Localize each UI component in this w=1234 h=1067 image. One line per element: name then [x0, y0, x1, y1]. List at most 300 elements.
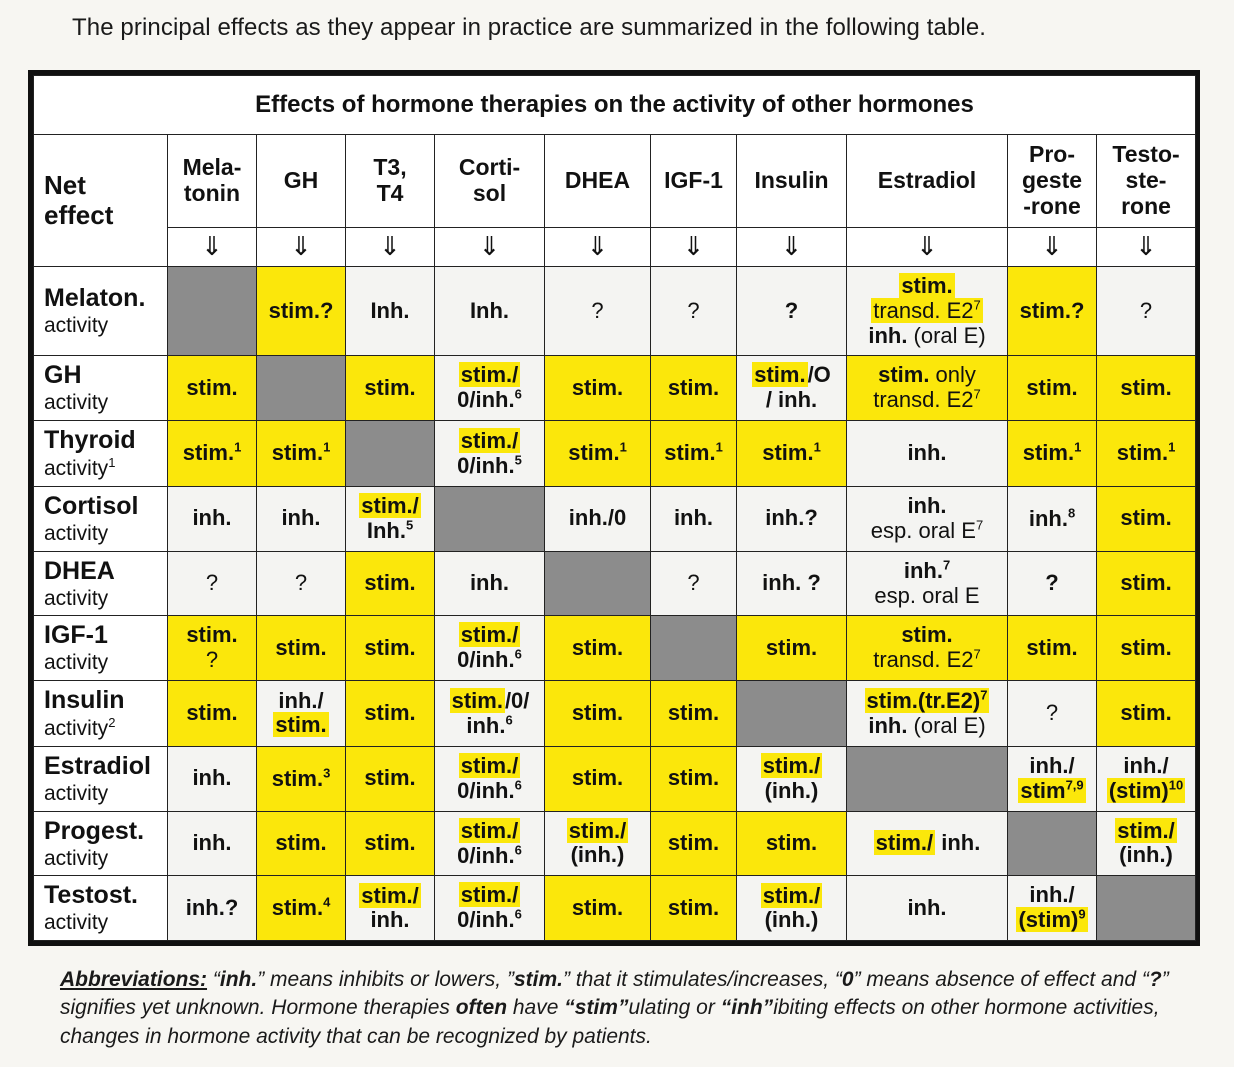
effect-cell: [168, 680, 257, 746]
effect-cell: [847, 551, 1008, 616]
cell-text: [1140, 298, 1152, 323]
cell-text: [914, 323, 986, 348]
cell-value: inh.: [868, 712, 914, 738]
cell-text: [278, 688, 323, 713]
effect-cell: [1097, 420, 1196, 486]
cell-text: [457, 843, 522, 868]
row-header-name: Progest.: [44, 816, 145, 845]
row-header-sub-text: activity: [44, 846, 109, 870]
cell-text: [272, 766, 331, 791]
cell-text: [572, 375, 623, 400]
cell-line: [170, 766, 254, 791]
cell-text: [186, 375, 237, 400]
row-header-name: Insulin: [44, 686, 125, 715]
row-header-sub: [44, 314, 165, 338]
cell-line: [170, 896, 254, 921]
column-header-line: sol: [472, 180, 507, 206]
effect-cell: [737, 486, 847, 551]
cell-line: [849, 689, 1005, 714]
effect-cell: [545, 811, 651, 876]
cell-text: [878, 362, 935, 387]
cell-value: inh.?: [185, 894, 239, 920]
cell-line: [437, 779, 542, 804]
abbreviations-note: [60, 966, 1190, 1051]
row-header-name: Cortisol: [44, 491, 139, 520]
cell-value: stim.: [275, 712, 327, 738]
cell-value: stim.: [275, 634, 327, 660]
cell-line: [653, 766, 734, 791]
cell-value: inh.: [1028, 505, 1068, 531]
row-header: [34, 680, 168, 746]
column-header-line: Mela-: [182, 154, 242, 181]
column-header-line: geste: [1021, 167, 1083, 194]
cell-value: Inh.: [370, 297, 410, 323]
cell-line: [653, 506, 734, 531]
cell-text: [572, 700, 623, 725]
cell-value: inh.: [673, 505, 714, 531]
cell-value: stim.: [667, 700, 720, 726]
cell-text: [457, 453, 522, 478]
cell-value: inh.: [281, 505, 321, 531]
row-header: [34, 876, 168, 941]
cell-text: [761, 883, 822, 908]
cell-text: [359, 493, 420, 518]
effect-cell: [346, 746, 435, 811]
column-header-line: T3,: [373, 154, 407, 181]
cell-line: [348, 908, 432, 933]
footnote-mark: 1: [1168, 439, 1176, 455]
cell-text: [457, 387, 522, 412]
effect-cell: [435, 616, 545, 681]
table-title: Effects of hormone therapies on the activity of other hormones: [34, 76, 1196, 135]
effect-cell: [168, 746, 257, 811]
row-header: [34, 267, 168, 356]
footnote-mark: 1: [234, 439, 242, 455]
hormone-effects-table: [33, 75, 1196, 941]
cell-text: [275, 635, 326, 660]
cell-text: [907, 493, 946, 518]
effect-cell: [737, 267, 847, 356]
cell-value: stim./: [875, 830, 934, 856]
cell-text: [1120, 570, 1171, 595]
column-header: [346, 135, 435, 228]
cell-text: [364, 765, 415, 790]
cell-value: /0/: [504, 687, 530, 713]
column-header-line: Insulin: [754, 167, 829, 194]
column-header-line: GH: [283, 167, 319, 194]
cell-value: stim.: [878, 362, 936, 388]
footnote-mark: 6: [514, 842, 522, 858]
effect-cell: [435, 267, 545, 356]
cell-text: [273, 712, 328, 737]
cell-value: stim./: [460, 622, 519, 648]
effect-cell: [346, 811, 435, 876]
cell-text: [1119, 842, 1173, 867]
footnote-mark: 4: [323, 894, 331, 910]
cell-text: [457, 778, 522, 803]
cell-text: [459, 362, 520, 387]
cell-text: [1120, 505, 1171, 530]
cell-text: [1117, 440, 1176, 465]
effect-cell: [1008, 486, 1097, 551]
effect-cell: [1097, 616, 1196, 681]
effect-cell: [651, 876, 737, 941]
cell-value: ?: [591, 297, 604, 323]
cell-text: [364, 830, 415, 855]
cell-line: [170, 571, 254, 596]
net-label-line-1: Net: [44, 170, 86, 201]
cell-text: [766, 635, 817, 660]
cell-line: [437, 689, 542, 714]
cell-line: [849, 623, 1005, 648]
column-header: [737, 135, 847, 228]
cell-value: 0/inh.: [457, 907, 515, 933]
effect-cell: [1097, 811, 1196, 876]
cell-line: [849, 559, 1005, 584]
effect-cell: [737, 551, 847, 616]
cell-line: [547, 766, 648, 791]
cell-value: ?: [784, 297, 799, 323]
cell-value: stim.: [1026, 374, 1078, 400]
effect-cell: [737, 420, 847, 486]
cell-value: stim.: [1022, 440, 1075, 466]
cell-text: [295, 570, 307, 595]
effect-cell: [847, 680, 1008, 746]
footnote-mark: 2: [108, 715, 116, 731]
cell-text: [466, 713, 512, 738]
cell-text: [873, 647, 981, 672]
cell-line: [348, 299, 432, 324]
cell-value: stim.: [182, 440, 235, 466]
cell-line: [437, 623, 542, 648]
cell-text: [192, 505, 231, 530]
cell-line: [739, 388, 844, 413]
abbreviation-segment: “stim”: [564, 996, 629, 1020]
row-header-sub: [44, 587, 165, 611]
cell-text: [936, 362, 976, 387]
cell-text: [1029, 506, 1075, 531]
cell-value: ?: [687, 570, 700, 596]
table-row: [34, 680, 1196, 746]
row-header-sub: [44, 847, 165, 871]
cell-value: stim./: [762, 882, 821, 908]
cell-line: [348, 766, 432, 791]
effect-cell: [545, 616, 651, 681]
footnote-mark: 7,9: [1065, 777, 1084, 793]
cell-value: stim.: [364, 374, 416, 400]
cell-value: stim.: [765, 634, 818, 660]
cell-line: [437, 388, 542, 413]
row-header: [34, 551, 168, 616]
cell-text: [206, 647, 218, 672]
row-header: [34, 616, 168, 681]
cell-value: inh.?: [765, 505, 818, 531]
cell-line: [437, 713, 542, 738]
row-header-sub: [44, 391, 165, 415]
cell-text: [359, 883, 420, 908]
down-arrow-icon: ⇓: [737, 228, 847, 267]
diagonal-empty-cell: [651, 616, 737, 681]
column-header-line: Corti-: [458, 154, 521, 181]
abbreviation-segment: ” means absence of effect and “: [853, 968, 1149, 991]
cell-text: [269, 298, 334, 323]
cell-line: [653, 896, 734, 921]
effect-cell: [257, 420, 346, 486]
cell-line: [739, 779, 844, 804]
cell-value: stim.: [571, 634, 624, 660]
effect-cell: [847, 267, 1008, 356]
cell-line: [1010, 883, 1094, 908]
row-header: [34, 746, 168, 811]
cell-line: [348, 494, 432, 519]
cell-text: [865, 688, 990, 713]
row-header-sub-text: activity: [44, 717, 109, 741]
cell-line: [170, 648, 254, 673]
cell-line: [849, 324, 1005, 349]
row-header-sub-text: activity: [44, 391, 109, 415]
row-header-sub-text: activity: [44, 521, 109, 545]
column-header: [847, 135, 1008, 228]
intro-text: The principal effects as they appear in practice are summarized in the following table.: [72, 14, 987, 41]
cell-text: [664, 440, 723, 465]
cell-value: inh. ?: [762, 570, 821, 596]
diagonal-empty-cell: [545, 551, 651, 616]
cell-line: [547, 506, 648, 531]
effect-cell: [1097, 746, 1196, 811]
abbreviation-segment: often: [455, 996, 508, 1020]
column-header-line: IGF-1: [664, 167, 723, 194]
column-header: [168, 135, 257, 228]
row-header-sub-text: activity: [44, 651, 109, 675]
footnote-mark: 1: [108, 455, 116, 471]
cell-text: [901, 622, 952, 647]
cell-value: stim.: [667, 830, 720, 856]
cell-value: stim.: [186, 700, 238, 726]
footnote-mark: 9: [1078, 906, 1086, 922]
cell-value: stim.: [364, 765, 416, 791]
cell-text: [367, 518, 413, 543]
cell-line: [849, 519, 1005, 544]
abbreviation-segment: “: [207, 968, 220, 991]
cell-value: ?: [205, 570, 219, 596]
cell-line: [547, 701, 648, 726]
cell-text: [459, 622, 520, 647]
effect-cell: [346, 876, 435, 941]
cell-text: [1018, 778, 1085, 803]
cell-text: [871, 298, 983, 323]
cell-text: [470, 570, 509, 595]
cell-line: [437, 299, 542, 324]
effect-cell: [168, 356, 257, 421]
row-header-sub: [44, 522, 165, 546]
cell-line: [849, 714, 1005, 739]
cell-text: [1046, 700, 1058, 725]
abbreviation-segment: ” means inhibits or lowers, ”: [257, 968, 514, 991]
cell-line: [259, 571, 343, 596]
column-header-line: -rone: [1023, 192, 1081, 219]
cell-line: [1099, 506, 1193, 531]
column-header-line: Estradiol: [877, 167, 977, 194]
cell-text: [192, 765, 231, 790]
cell-line: [1010, 441, 1094, 466]
cell-line: [437, 843, 542, 868]
cell-line: [849, 494, 1005, 519]
cell-text: [457, 907, 522, 932]
cell-value: esp. oral E: [874, 582, 980, 608]
cell-line: [170, 701, 254, 726]
effect-cell: [257, 267, 346, 356]
cell-text: [459, 818, 520, 843]
cell-text: [459, 882, 520, 907]
cell-value: only: [935, 362, 976, 388]
footnote-mark: 1: [619, 439, 627, 455]
footnote-mark: 6: [514, 386, 522, 402]
cell-value: inh.: [907, 894, 947, 920]
cell-line: [170, 623, 254, 648]
cell-text: [808, 362, 831, 387]
cell-text: [1026, 635, 1077, 660]
effect-cell: [346, 616, 435, 681]
cell-line: [1010, 908, 1094, 933]
effect-cell: [651, 811, 737, 876]
footnote-mark: 6: [514, 646, 522, 662]
cell-line: [259, 831, 343, 856]
cell-text: [272, 895, 331, 920]
cell-value: stim.: [451, 687, 503, 713]
row-header-sub: [44, 782, 165, 806]
cell-line: [1010, 506, 1094, 531]
cell-text: [668, 895, 719, 920]
cell-value: transd. E2: [873, 387, 974, 413]
cell-value: (inh.): [570, 842, 625, 868]
effect-cell: [545, 746, 651, 811]
cell-value: (inh.): [764, 777, 819, 803]
effect-cell: [435, 680, 545, 746]
cell-text: [1023, 440, 1082, 465]
cell-value: (stim): [1108, 777, 1169, 803]
cell-value: stim.: [762, 440, 814, 466]
effect-cell: [737, 746, 847, 811]
column-header-line: rone: [1121, 192, 1171, 219]
cell-text: [272, 440, 331, 465]
cell-line: [739, 299, 844, 324]
cell-value: stim.: [364, 634, 416, 660]
cell-value: 0/inh.: [457, 777, 515, 803]
cell-text: [568, 440, 627, 465]
cell-value: esp. oral E: [870, 517, 976, 543]
column-header-line: Pro-: [1029, 141, 1075, 168]
cell-value: stim.: [571, 374, 624, 400]
cell-value: inh./: [1029, 882, 1075, 908]
cell-value: stim.(tr.E2): [866, 687, 981, 713]
effect-cell: [847, 420, 1008, 486]
cell-line: [849, 274, 1005, 299]
cell-text: [186, 895, 239, 920]
effect-cell: [1008, 746, 1097, 811]
cell-value: stim.: [664, 440, 716, 466]
row-header: [34, 486, 168, 551]
table-row: [34, 876, 1196, 941]
effect-cell: [1008, 420, 1097, 486]
cell-line: [1099, 754, 1193, 779]
cell-text: [1120, 700, 1171, 725]
footnote-mark: 7: [973, 386, 981, 402]
cell-text: [1045, 570, 1058, 595]
cell-text: [668, 700, 719, 725]
column-header: [1008, 135, 1097, 228]
cell-value: stim.: [1120, 374, 1172, 400]
cell-text: [899, 273, 954, 298]
cell-line: [547, 819, 648, 844]
cell-text: [871, 518, 983, 543]
cell-line: [170, 441, 254, 466]
cell-text: [765, 505, 818, 530]
effect-cell: [346, 356, 435, 421]
cell-value: /O: [807, 362, 831, 388]
row-header-sub-text: activity: [44, 457, 109, 481]
cell-line: [547, 896, 648, 921]
cell-line: [1099, 376, 1193, 401]
cell-line: [739, 831, 844, 856]
cell-text: [935, 830, 980, 855]
cell-value: stim./: [460, 752, 519, 778]
table-row: [34, 420, 1196, 486]
effect-cell: [737, 616, 847, 681]
cell-value: inh.: [469, 570, 510, 596]
effect-cell: [545, 680, 651, 746]
cell-text: [1026, 375, 1077, 400]
footnote-mark: 6: [505, 712, 513, 728]
cell-line: [259, 441, 343, 466]
effect-cell: [1008, 551, 1097, 616]
cell-value: stim.: [364, 700, 416, 726]
effect-cell: [346, 551, 435, 616]
column-header: [651, 135, 737, 228]
table-row: [34, 267, 1196, 356]
cell-text: [1120, 375, 1171, 400]
diagonal-empty-cell: [346, 420, 435, 486]
row-header-sub-text: activity: [44, 586, 109, 610]
effect-cell: [737, 876, 847, 941]
cell-line: [437, 754, 542, 779]
cell-line: [739, 908, 844, 933]
cell-line: [437, 819, 542, 844]
cell-text: [192, 830, 231, 855]
cell-value: stim.: [186, 374, 238, 400]
cell-value: stim.: [765, 830, 818, 856]
cell-value: stim.: [271, 440, 324, 466]
row-header-name: Melaton.: [44, 284, 146, 313]
cell-line: [348, 376, 432, 401]
cell-value: Inh.: [366, 517, 406, 543]
down-arrow-icon: ⇓: [1097, 228, 1196, 267]
cell-value: stim./: [460, 817, 519, 843]
cell-line: [547, 636, 648, 661]
cell-value: ?: [294, 570, 308, 596]
cell-value: inh.: [868, 322, 914, 348]
abbreviation-segment: ibiting effects on other hormone activities, changes in hormone activity that can be recognized by patients.: [60, 996, 1160, 1048]
table-row: [34, 746, 1196, 811]
column-header: [257, 135, 346, 228]
footnote-mark: 1: [323, 439, 331, 455]
effect-cell: [651, 486, 737, 551]
cell-text: [868, 323, 913, 348]
table-row: [34, 356, 1196, 421]
row-header-sub: [44, 456, 165, 481]
abbreviation-segment: ulating or: [628, 996, 721, 1020]
cell-line: [437, 363, 542, 388]
cell-text: [766, 387, 817, 412]
